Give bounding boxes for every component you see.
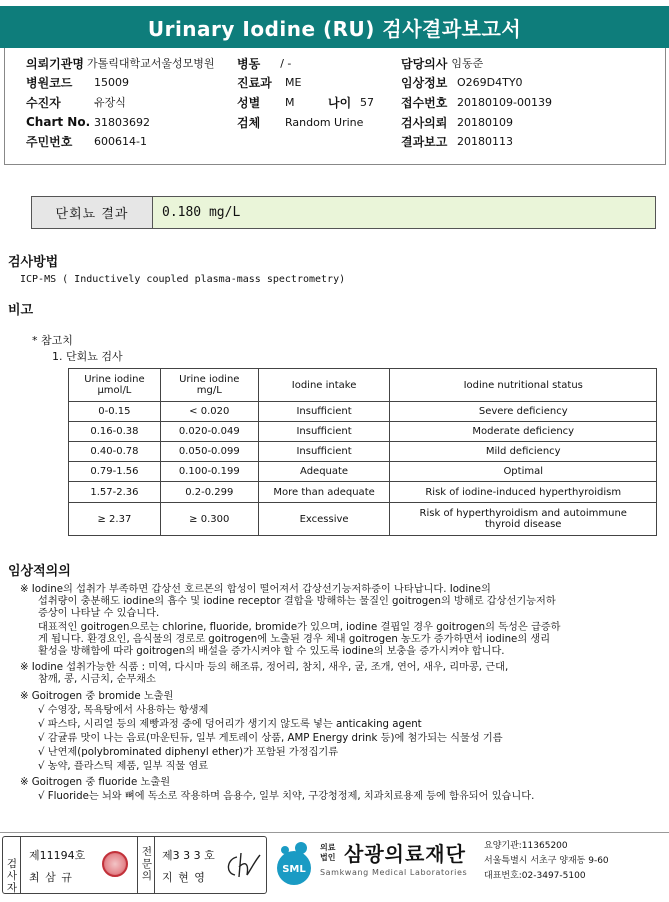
receipt-label: 접수번호 [401, 95, 448, 110]
table-cell: More than adequate [258, 482, 390, 503]
reviewer-label [140, 846, 154, 882]
table-header-umol: Urine iodine μmol/L [69, 369, 161, 402]
table-cell: Risk of iodine-induced hyperthyroidism [390, 482, 657, 503]
org-english: Samkwang Medical Laboratories [320, 868, 468, 877]
examiner-seal [102, 851, 128, 877]
org-name: 삼광의료재단 [344, 842, 466, 866]
divider [20, 837, 21, 893]
report-title-bar [0, 6, 669, 48]
request-date-value: 20180109 [457, 115, 513, 129]
hospital-code-label: 병원코드 [26, 75, 73, 90]
reviewer-signature [223, 849, 263, 881]
clinical-paragraph-1-line-3: 증상이 나타날 수 있습니다. [38, 608, 160, 619]
org-prefix: 의료 법인 [320, 843, 336, 862]
test-info-field [401, 73, 523, 91]
age-value: 57 [360, 95, 374, 109]
agency-code: 요양기관:11365200 [484, 841, 568, 851]
org-address: 서울특별시 서초구 양재동 9-60 [484, 856, 609, 866]
fluoride-heading: ※ Goitrogen 중 fluoride 노출원 [20, 777, 171, 788]
doctor-value: 임동준 [451, 57, 484, 70]
result-box [31, 196, 656, 229]
table-cell: 0.050-0.099 [160, 442, 258, 462]
chart-value: 31803692 [94, 115, 150, 129]
clinical-paragraph-2-line-1: 대표적인 goitrogen으로는 chlorine, fluoride, bromide가 있으며, iodine 결핍일 경우 goitrogen의 독성은 급증하 [38, 622, 561, 633]
bromide-heading: ※ Goitrogen 중 bromide 노출원 [20, 691, 174, 702]
examiner-license: 제11194호 [29, 849, 86, 862]
institution-value: 가톨릭대학교서울성모병원 [86, 57, 215, 70]
rrn-label: 주민번호 [26, 134, 73, 149]
info-row-1 [26, 54, 214, 72]
method-text: ICP-MS ( Inductively coupled plasma-mass spectrometry) [20, 274, 346, 285]
table-cell: 0.79-1.56 [69, 462, 161, 482]
table-cell: ≥ 0.300 [160, 503, 258, 536]
method-heading: 검사방법 [8, 255, 59, 270]
ward-field [237, 54, 291, 72]
table-row [69, 442, 657, 462]
specimen-value: Random Urine [285, 115, 364, 129]
table-cell: 0.100-0.199 [160, 462, 258, 482]
table-cell: 0.16-0.38 [69, 422, 161, 442]
table-row [69, 422, 657, 442]
age-label: 나이 [328, 95, 352, 110]
table-cell: Mild deficiency [390, 442, 657, 462]
sml-logo-icon [271, 838, 317, 888]
result-label: 단회뇨 결과 [32, 197, 153, 228]
hospital-code-field [26, 73, 129, 91]
patient-label: 수진자 [26, 95, 61, 110]
patient-field [26, 93, 126, 111]
reference-table [68, 368, 657, 536]
signature-box [2, 836, 267, 894]
table-cell: Adequate [258, 462, 390, 482]
table-cell: Severe deficiency [390, 402, 657, 422]
request-date-label: 검사의뢰 [401, 115, 448, 130]
table-cell: 0.40-0.78 [69, 442, 161, 462]
table-cell: Excessive [258, 503, 390, 536]
test-info-value: O269D4TY0 [457, 75, 523, 89]
rrn-value: 600614-1 [94, 134, 147, 148]
divider [154, 837, 155, 893]
hospital-code-value: 15009 [94, 75, 129, 89]
table-row [69, 462, 657, 482]
table-header-status: Iodine nutritional status [390, 369, 657, 402]
test-info-label: 임상정보 [401, 75, 448, 90]
request-date-field [401, 113, 513, 131]
iodine-foods-line-1: ※ Iodine 섭취가능한 식품 : 미역, 다시마 등의 해조류, 정어리, 참치, 새우, 굴, 조개, 연어, 새우, 리마콩, 근대, [20, 662, 509, 673]
logo-text: SML [282, 864, 306, 875]
sex-field [237, 93, 295, 111]
examiner-label-text: 검사자 [6, 858, 18, 894]
reference-subheading: 1. 단회뇨 검사 [52, 350, 123, 363]
bromide-item: √ 난연제(polybrominated diphenyl ether)가 포함된 가정집기류 [38, 747, 339, 758]
table-row [69, 503, 657, 536]
table-cell: 0-0.15 [69, 402, 161, 422]
table-row [69, 402, 657, 422]
clinical-paragraph-1-line-1: ※ Iodine의 섭취가 부족하면 갑상선 호르몬의 합성이 떨어져서 갑상선기능저하증이 나타납니다. Iodine의 [20, 584, 491, 595]
table-cell: Insufficient [258, 442, 390, 462]
clinical-paragraph-2-line-2: 게 됩니다. 환경요인, 음식물의 경로로 goitrogen에 노출된 경우 체내 goitrogen 농도가 증가하면서 iodine의 생리 [38, 634, 551, 645]
chart-field [26, 113, 150, 131]
fluoride-item: √ Fluoride는 뇌와 뼈에 독소로 작용하며 음용수, 일부 치약, 구강청정제, 치과치료용제 등에 함유되어 있습니다. [38, 791, 535, 802]
report-date-value: 20180113 [457, 134, 513, 148]
table-cell: Insufficient [258, 422, 390, 442]
examiner-name: 최 삼 규 [29, 871, 73, 884]
remarks-heading: 비고 [8, 303, 34, 318]
ward-label: 병동 [237, 56, 261, 71]
bromide-item: √ 수영장, 목욕탕에서 사용하는 항생제 [38, 705, 209, 716]
department-label: 진료과 [237, 75, 272, 90]
clinical-paragraph-2-line-3: 활성을 방해함에 따라 goitrogen의 배설을 증가시켜야 할 수 있도록 iodine의 보충을 증가시켜야 합니다. [38, 646, 505, 657]
reviewer-license: 제3 3 3 호 [162, 849, 215, 862]
report-title: Urinary Iodine (RU) 검사결과보고서 [147, 16, 522, 41]
table-cell: Insufficient [258, 402, 390, 422]
iodine-foods-line-2: 참깨, 콩, 시금치, 순무채소 [38, 674, 156, 685]
age-field [328, 93, 374, 111]
table-cell: Moderate deficiency [390, 422, 657, 442]
patient-value: 유장식 [94, 96, 126, 109]
doctor-label: 담당의사 [401, 56, 448, 71]
table-header-intake: Iodine intake [258, 369, 390, 402]
sex-label: 성별 [237, 95, 261, 110]
table-cell: Optimal [390, 462, 657, 482]
result-value: 0.180 mg/L [153, 197, 655, 228]
reference-label: * 참고치 [32, 334, 73, 347]
reviewer-name: 지 현 영 [162, 871, 206, 884]
department-value: ME [285, 75, 302, 89]
department-field [237, 73, 301, 91]
table-header-mg: Urine iodine mg/L [160, 369, 258, 402]
report-date-field [401, 132, 513, 150]
bromide-item: √ 파스타, 시리얼 등의 제빵과정 중에 덩어리가 생기지 않도록 넣는 anticaking agent [38, 719, 422, 730]
report-date-label: 결과보고 [401, 134, 448, 149]
doctor-field [401, 54, 483, 72]
rrn-field [26, 132, 147, 150]
clinical-paragraph-1-line-2: 섭취량이 충분해도 iodine의 흡수 및 iodine receptor 결합을 방해하는 물질인 goitrogen의 방해로 갑상선기능저하 [38, 596, 556, 607]
table-cell: 0.2-0.299 [160, 482, 258, 503]
table-cell: < 0.020 [160, 402, 258, 422]
examiner-label [5, 846, 19, 894]
table-row [69, 482, 657, 503]
divider [137, 837, 138, 893]
clinical-heading: 임상적의의 [8, 564, 71, 579]
table-cell: 1.57-2.36 [69, 482, 161, 503]
table-cell: ≥ 2.37 [69, 503, 161, 536]
sex-value: M [285, 95, 295, 109]
bromide-item: √ 감귤류 맛이 나는 음료(마운틴듀, 일부 게토레이 상품, AMP Energy drink 등)에 첨가되는 식물성 기름 [38, 733, 503, 744]
ward-value: / - [280, 56, 292, 70]
specimen-label: 검체 [237, 115, 261, 130]
table-header-row [69, 369, 657, 402]
reviewer-label-text: 전문의 [141, 846, 153, 882]
table-cell: Risk of hyperthyroidism and autoimmune thyroid disease [390, 503, 657, 536]
specimen-field [237, 113, 363, 131]
org-phone: 대표번호:02-3497-5100 [484, 871, 586, 881]
bromide-item: √ 농약, 플라스틱 제품, 일부 직물 염료 [38, 761, 209, 772]
receipt-value: 20180109-00139 [457, 95, 552, 109]
institution-label: 의뢰기관명 [26, 56, 84, 71]
chart-label: Chart No. [26, 115, 91, 129]
receipt-field [401, 93, 552, 111]
table-cell: 0.020-0.049 [160, 422, 258, 442]
